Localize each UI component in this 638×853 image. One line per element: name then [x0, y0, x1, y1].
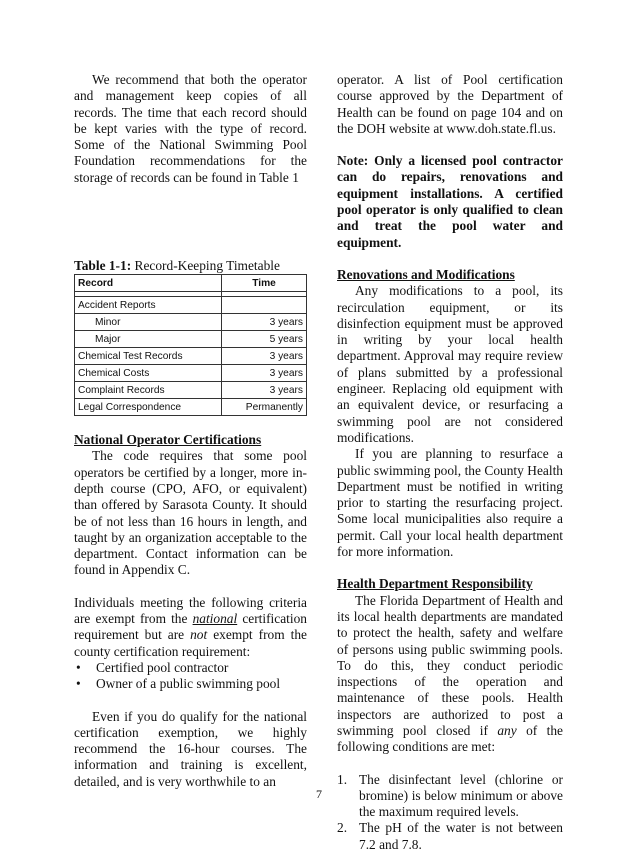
time-cell: Permanently	[222, 399, 307, 416]
renovations-heading: Renovations and Modifications	[337, 266, 515, 282]
time-cell: 3 years	[222, 365, 307, 382]
table-caption-label: Table 1-1:	[74, 258, 132, 274]
table-row	[75, 365, 307, 382]
exemption-list	[74, 660, 307, 693]
continued-paragraph: operator. A list of Pool certification course approved by the Department of Health can be found on page 104 and on the DOH website at www.doh.state.fl.us.	[337, 72, 563, 136]
list-item-text: Owner of a public swimming pool	[96, 676, 281, 692]
time-cell: 3 years	[222, 348, 307, 365]
not-emphasis: not	[190, 627, 208, 643]
criteria-text-b: certification requirement but are	[74, 611, 307, 643]
criteria-text-c: exempt from the county certification requirement:	[74, 627, 307, 659]
table-row	[75, 399, 307, 416]
table-row	[75, 348, 307, 365]
time-cell: 5 years	[222, 331, 307, 348]
hd-text-b: of the following conditions are met:	[337, 722, 563, 755]
record-cell: Chemical Costs	[75, 365, 222, 382]
renovations-paragraph-1: Any modifications to a pool, its recirculation equipment, or its disinfection equipment must be approved in writing by your local health department. Approval may require review of plans submitted by a professional engineer. Replacing old equipment with an equivalent device, or resurfacing a swimming pool are not considered modifications.	[337, 283, 563, 445]
renovations-paragraph-2: If you are planning to resurface a public swimming pool, the County Health Department must be notified in writing prior to starting the resurfacing project. Some local municipalities also require a permit. Call your local health department for more information.	[337, 446, 563, 560]
table-caption	[74, 258, 307, 274]
record-cell: Complaint Records	[75, 382, 222, 399]
table-caption-text: Record-Keeping Timetable	[134, 258, 280, 274]
criteria-paragraph	[74, 595, 307, 660]
header-time: Time	[222, 275, 307, 292]
record-cell: Major	[75, 331, 222, 348]
page-number: 7	[316, 787, 322, 801]
list-item-text: The pH of the water is not between 7.2 and 7.8.	[359, 820, 563, 852]
national-certifications-heading: National Operator Certifications	[74, 432, 262, 448]
table-row	[75, 314, 307, 331]
list-item-text: The disinfectant level (chlorine or bromine) is below minimum or above the maximum required levels.	[359, 771, 563, 820]
record-cell: Minor	[75, 314, 222, 331]
qualify-paragraph: Even if you do qualify for the national certification exemption, we highly recommend the 16-hour courses. The information and training is excellent, detailed, and is very worthwhile to an	[74, 708, 307, 789]
time-cell	[222, 297, 307, 314]
table-header-row	[75, 275, 307, 292]
criteria-text-a: Individuals meeting the following criteria are exempt from the	[74, 594, 307, 627]
record-cell: Chemical Test Records	[75, 348, 222, 365]
hd-text-a: The Florida Department of Health and its local health departments are mandated to protect the health, safety and welfare of persons using public swimming pools. To do this, they conduct periodic inspections of the operation and maintenance of these pools. Health inspectors are authorized to post a swimming pool closed if	[337, 592, 563, 738]
national-certifications-paragraph: The code requires that some pool operators be certified by a longer, more in-depth course (CPO, AFO, or equivalent) than offered by Sarasota County. It should be of not less than 16 hours in length, and taught by an organization acceptable to the department. Contact information can be found in Appendix C.	[74, 448, 307, 578]
closure-conditions-list	[337, 772, 563, 853]
bullet-icon: •	[76, 659, 81, 675]
table-row	[75, 297, 307, 314]
list-item-text: Certified pool contractor	[96, 659, 229, 675]
record-cell: Accident Reports	[75, 297, 222, 314]
right-column	[337, 72, 563, 853]
list-number: 1.	[337, 771, 348, 787]
table-row	[75, 382, 307, 399]
intro-paragraph: We recommend that both the operator and management keep copies of all records. The time that each record should be kept varies with the type of record. Some of the National Swimming Pool Foundation recommendations for the storage of records can be found in Table 1	[74, 72, 307, 185]
bullet-icon: •	[76, 676, 81, 692]
list-item	[74, 676, 307, 692]
header-record: Record	[75, 275, 222, 292]
health-department-paragraph	[337, 593, 563, 756]
table-row	[75, 331, 307, 348]
contractor-note: Note: Only a licensed pool contractor can do repairs, renovations and equipment installations. A certified pool operator is only qualified to clean and treat the pool water and equipment.	[337, 153, 563, 250]
health-department-heading: Health Department Responsibility	[337, 576, 533, 592]
list-item	[337, 820, 563, 853]
list-item	[74, 660, 307, 676]
national-emphasis: national	[192, 611, 238, 627]
record-cell: Legal Correspondence	[75, 399, 222, 416]
left-column	[74, 72, 307, 790]
time-cell: 3 years	[222, 382, 307, 399]
list-number: 2.	[337, 820, 348, 836]
record-keeping-table	[74, 274, 307, 416]
time-cell: 3 years	[222, 314, 307, 331]
any-emphasis: any	[497, 722, 517, 738]
